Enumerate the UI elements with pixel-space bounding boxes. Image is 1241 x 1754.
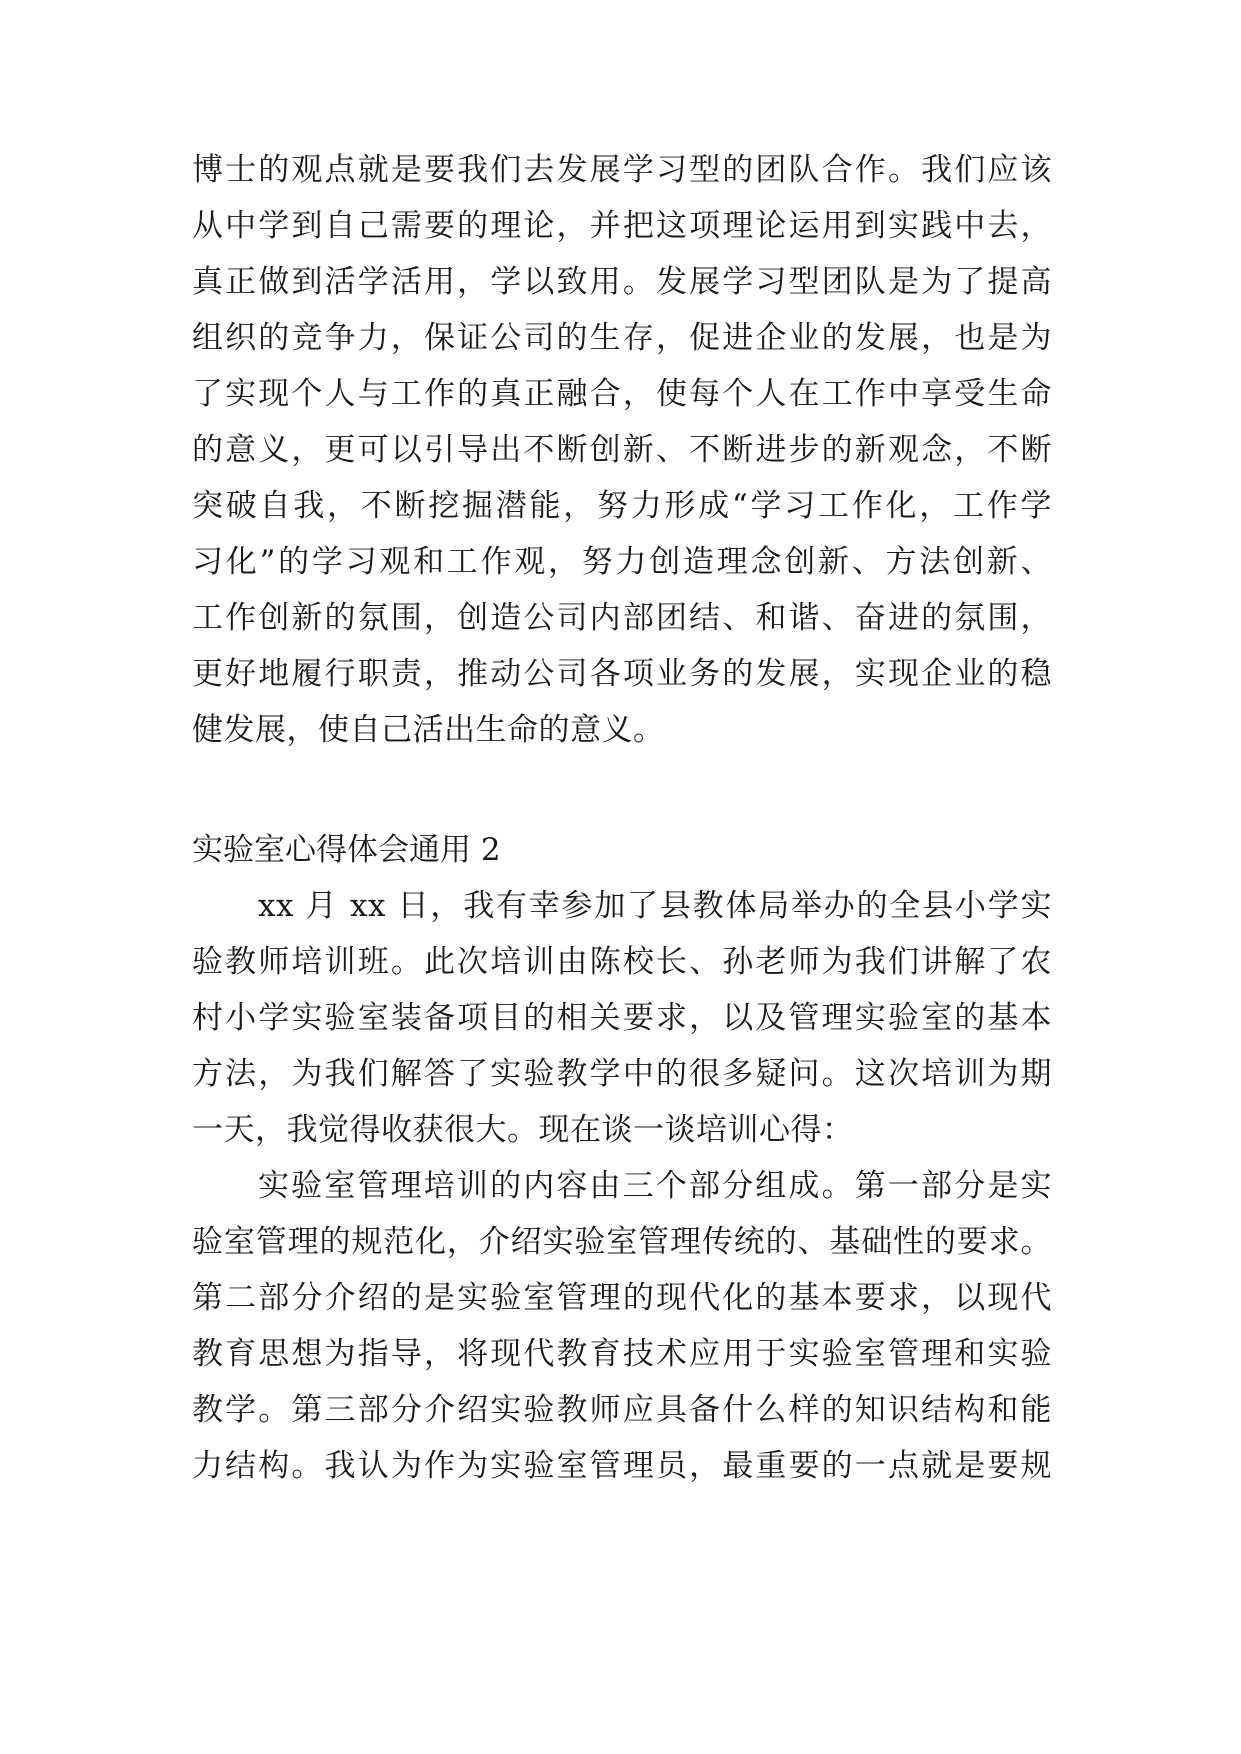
text-line: 工作创新的氛围，创造公司内部团结、和谐、奋进的氛围，: [192, 600, 1052, 636]
text-line: xx 月 xx 日，我有幸参加了县教体局举办的全县小学实: [258, 888, 1052, 924]
text-line: 从中学到自己需要的理论，并把这项理论运用到实践中去，: [192, 208, 1052, 244]
text-line: 教育思想为指导，将现代教育技术应用于实验室管理和实验: [192, 1336, 1052, 1372]
text-line: 方法，为我们解答了实验教学中的很多疑问。这次培训为期: [192, 1056, 1052, 1092]
text-line: 验教师培训班。此次培训由陈校长、孙老师为我们讲解了农: [192, 944, 1052, 980]
text-line: 突破自我，不断挖掘潜能，努力形成“学习工作化，工作学: [192, 488, 1052, 524]
text-line: 实验室管理培训的内容由三个部分组成。第一部分是实: [258, 1168, 1052, 1204]
text-line: 一天，我觉得收获很大。现在谈一谈培训心得：: [192, 1112, 854, 1148]
text-line: 更好地履行职责，推动公司各项业务的发展，实现企业的稳: [192, 656, 1052, 692]
text-line: 博士的观点就是要我们去发展学习型的团队合作。我们应该: [192, 152, 1052, 188]
text-line: 村小学实验室装备项目的相关要求，以及管理实验室的基本: [192, 1000, 1052, 1036]
text-line: 力结构。我认为作为实验室管理员，最重要的一点就是要规: [192, 1448, 1052, 1484]
text-line: 教学。第三部分介绍实验教师应具备什么样的知识结构和能: [192, 1392, 1052, 1428]
text-line: 验室管理的规范化，介绍实验室管理传统的、基础性的要求。: [192, 1224, 1052, 1260]
text-line: 了实现个人与工作的真正融合，使每个人在工作中享受生命: [192, 376, 1052, 412]
text-line: 真正做到活学活用，学以致用。发展学习型团队是为了提高: [192, 264, 1052, 300]
text-line: 健发展，使自己活出生命的意义。: [192, 712, 665, 748]
section-title: 实验室心得体会通用 2: [192, 832, 501, 868]
text-line: 习化”的学习观和工作观，努力创造理念创新、方法创新、: [192, 544, 1052, 580]
text-line: 组织的竞争力，保证公司的生存，促进企业的发展，也是为: [192, 320, 1052, 356]
text-line: 第二部分介绍的是实验室管理的现代化的基本要求，以现代: [192, 1280, 1052, 1316]
text-line: 的意义，更可以引导出不断创新、不断进步的新观念，不断: [192, 432, 1052, 468]
